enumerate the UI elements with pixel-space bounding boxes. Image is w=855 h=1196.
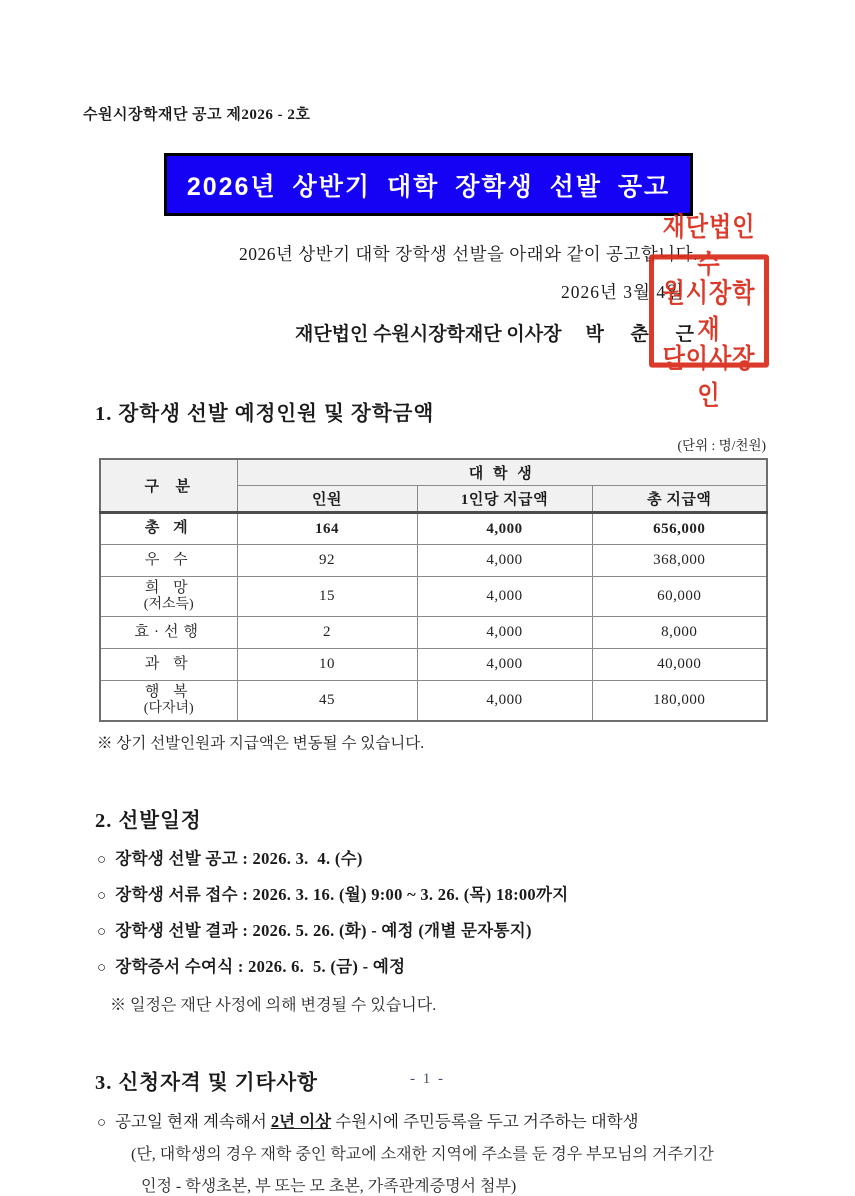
section3-title: 3. 신청자격 및 기타사항 [95, 1071, 318, 1094]
schedule-item [97, 845, 824, 869]
row-sublabel: (다자녀) [143, 701, 194, 717]
table-footnote: ※ 상기 선발인원과 지급액은 변동될 수 있습니다. [97, 734, 425, 752]
cell-count: 10 [319, 656, 335, 672]
circle-bullet-icon: ○ [97, 1114, 107, 1131]
circle-bullet-icon: ○ [97, 851, 107, 868]
eligibility-text-emphasis: 2년 이상 [270, 1111, 332, 1131]
seal-text-row: 단이사장인 [662, 343, 756, 411]
announcement-date: 2026년 3월 4일 [561, 282, 684, 302]
row-label: 행 복 [144, 683, 193, 700]
col-group-header-university: 대 학 생 [237, 459, 767, 486]
cell-per-person: 4,000 [486, 691, 523, 708]
cell-per-person: 4,000 [486, 552, 523, 568]
row-label: 총 계 [144, 520, 193, 537]
table-row [100, 513, 767, 545]
table-row [100, 617, 767, 649]
document-page [31, 0, 824, 1195]
cell-count: 45 [319, 691, 335, 708]
table-row [100, 681, 767, 721]
seal-text-row: 원시장학재 [662, 277, 756, 345]
col-header-category: 구 분 [100, 459, 237, 513]
cell-total: 180,000 [653, 691, 706, 708]
schedule-item [97, 953, 824, 977]
cell-total: 40,000 [657, 656, 702, 672]
col-header-per-person: 1인당 지급액 [417, 486, 592, 513]
title-banner [164, 153, 693, 216]
row-label: 효·선행 [134, 623, 203, 640]
cell-total: 368,000 [653, 552, 706, 568]
row-label: 과 학 [144, 655, 193, 672]
official-seal [649, 211, 769, 411]
schedule-item-text: 장학생 선발 공고 : 2026. 3. 4. (수) [115, 848, 363, 868]
announcement-text: 2026년 상반기 대학 장학생 선발을 아래와 같이 공고합니다. [239, 244, 698, 264]
schedule-item [97, 881, 824, 905]
schedule-item-text: 장학생 서류 접수 : 2026. 3. 16. (월) 9:00 ~ 3. 26. (목) 18:00까지 [115, 884, 569, 904]
schedule-item [97, 917, 824, 941]
page-number: - 1 - [410, 1071, 445, 1087]
circle-bullet-icon: ○ [97, 959, 107, 976]
circle-bullet-icon: ○ [97, 923, 107, 940]
col-header-total: 총 지급액 [592, 486, 767, 513]
eligibility-continuation: (단, 대학생의 경우 재학 중인 학교에 소재한 지역에 주소를 둔 경우 부모님의 거주기간 [131, 1145, 714, 1163]
cell-count: 2 [323, 624, 331, 640]
eligibility-continuation: 인정 - 학생초본, 부 또는 모 초본, 가족관계증명서 첨부) [141, 1177, 517, 1195]
cell-per-person: 4,000 [486, 624, 523, 640]
section1-title: 1. 장학생 선발 예정인원 및 장학금액 [95, 403, 435, 425]
doc-number: 수원시장학재단 공고 제2026 - 2호 [83, 107, 311, 123]
circle-bullet-icon: ○ [97, 887, 107, 904]
eligibility-item [97, 1108, 824, 1132]
schedule-item-text: 장학생 선발 결과 : 2026. 5. 26. (화) - 예정 (개별 문자통지) [115, 920, 532, 940]
cell-count: 92 [319, 552, 335, 568]
cell-count: 15 [319, 588, 335, 604]
cell-total: 8,000 [661, 624, 698, 640]
page-title: 2026년 상반기 대학 장학생 선발 공고 [186, 172, 671, 201]
section2-title: 2. 선발일정 [95, 809, 202, 832]
signature-org: 재단법인 수원시장학재단 이사장 [294, 324, 562, 345]
cell-per-person: 4,000 [486, 520, 523, 537]
cell-per-person: 4,000 [486, 656, 523, 672]
cell-per-person: 4,000 [486, 588, 523, 604]
cell-total: 656,000 [653, 520, 706, 537]
table-header-row [100, 459, 767, 486]
signature-line [31, 319, 696, 346]
cell-total: 60,000 [657, 588, 702, 604]
seal-text-row: 재단법인수 [662, 211, 756, 279]
row-label: 우 수 [144, 551, 193, 568]
table-row [100, 577, 767, 617]
row-sublabel: (저소득) [143, 597, 194, 613]
eligibility-text-suffix: 수원시에 주민등록을 두고 거주하는 대학생 [331, 1111, 639, 1131]
eligibility-text-prefix: 공고일 현재 계속해서 [115, 1111, 271, 1131]
cell-count: 164 [315, 520, 339, 537]
schedule-item-text: 장학증서 수여식 : 2026. 6. 5. (금) - 예정 [115, 956, 406, 976]
signature-name: 박 춘 근 [585, 324, 696, 345]
scholarship-table [99, 458, 768, 722]
row-label: 희 망 [144, 580, 193, 597]
schedule-note: ※ 일정은 재단 사정에 의해 변경될 수 있습니다. [110, 996, 437, 1014]
col-header-count: 인원 [237, 486, 417, 513]
table-unit-note: (단위 : 명/천원) [677, 438, 766, 453]
table-row [100, 649, 767, 681]
table-row [100, 545, 767, 577]
